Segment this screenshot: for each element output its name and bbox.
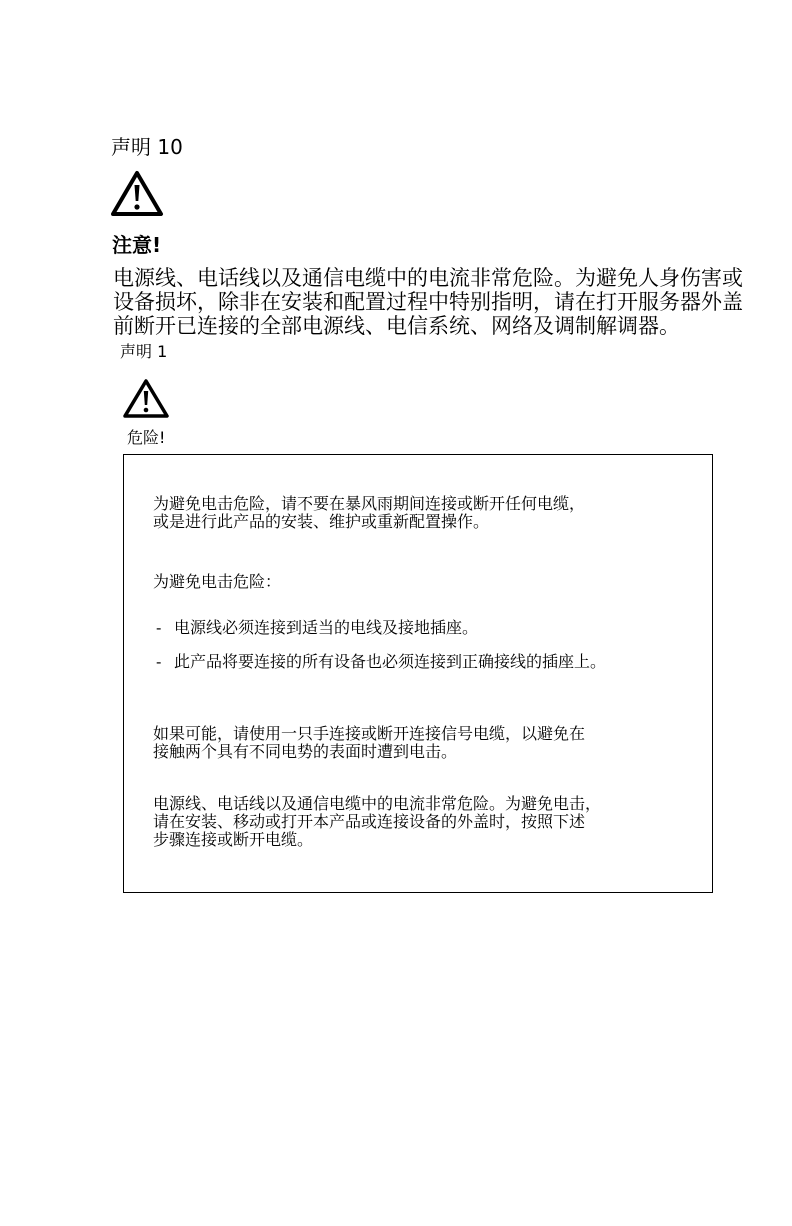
text-line: 如果可能，请使用一只手连接或断开连接信号电缆，以避免在: [153, 724, 586, 743]
danger-paragraph-1: [153, 495, 585, 531]
bullet-text: 此产品将要连接的所有设备也必须连接到正确接线的插座上。: [174, 652, 607, 671]
caution-body-line: 电源线、电话线以及通信电缆中的电流非常危险。为避免人身伤害或: [113, 266, 743, 290]
danger-bullet-item: [156, 653, 606, 671]
danger-paragraph-3: [153, 725, 585, 761]
text-line: 步骤连接或断开电缆。: [153, 830, 314, 849]
danger-paragraph-2: 为避免电击危险：: [153, 572, 282, 591]
text-line: 请在安装、移动或打开本产品或连接设备的外盖时，按照下述: [153, 812, 586, 831]
statement-1-title: 声明 1: [120, 342, 168, 361]
caution-body-line: 前断开已连接的全部电源线、电信系统、网络及调制解调器。: [113, 314, 680, 338]
warning-triangle-icon: [122, 378, 170, 420]
text-line: 或是进行此产品的安装、维护或重新配置操作。: [153, 512, 490, 531]
bullet-text: 电源线必须连接到适当的电线及接地插座。: [174, 618, 479, 637]
caution-body-line: 设备损坏，除非在安装和配置过程中特别指明，请在打开服务器外盖: [113, 290, 743, 314]
text-line: 接触两个具有不同电势的表面时遭到电击。: [153, 742, 458, 761]
text-line: 为避免电击危险，请不要在暴风雨期间连接或断开任何电缆，: [153, 494, 586, 513]
danger-paragraph-4: [153, 795, 601, 849]
danger-label: 危险!: [127, 428, 166, 447]
statement-10-title: 声明 10: [111, 135, 183, 159]
danger-bullet-item: [156, 619, 478, 637]
bullet-dash: -: [156, 618, 162, 637]
bullet-dash: -: [156, 652, 162, 671]
warning-triangle-icon: [110, 170, 164, 218]
text-line: 电源线、电话线以及通信电缆中的电流非常危险。为避免电击，: [153, 794, 602, 813]
caution-body-text: [113, 266, 753, 338]
danger-notice-box: [123, 454, 713, 893]
caution-label: 注意!: [112, 233, 162, 257]
